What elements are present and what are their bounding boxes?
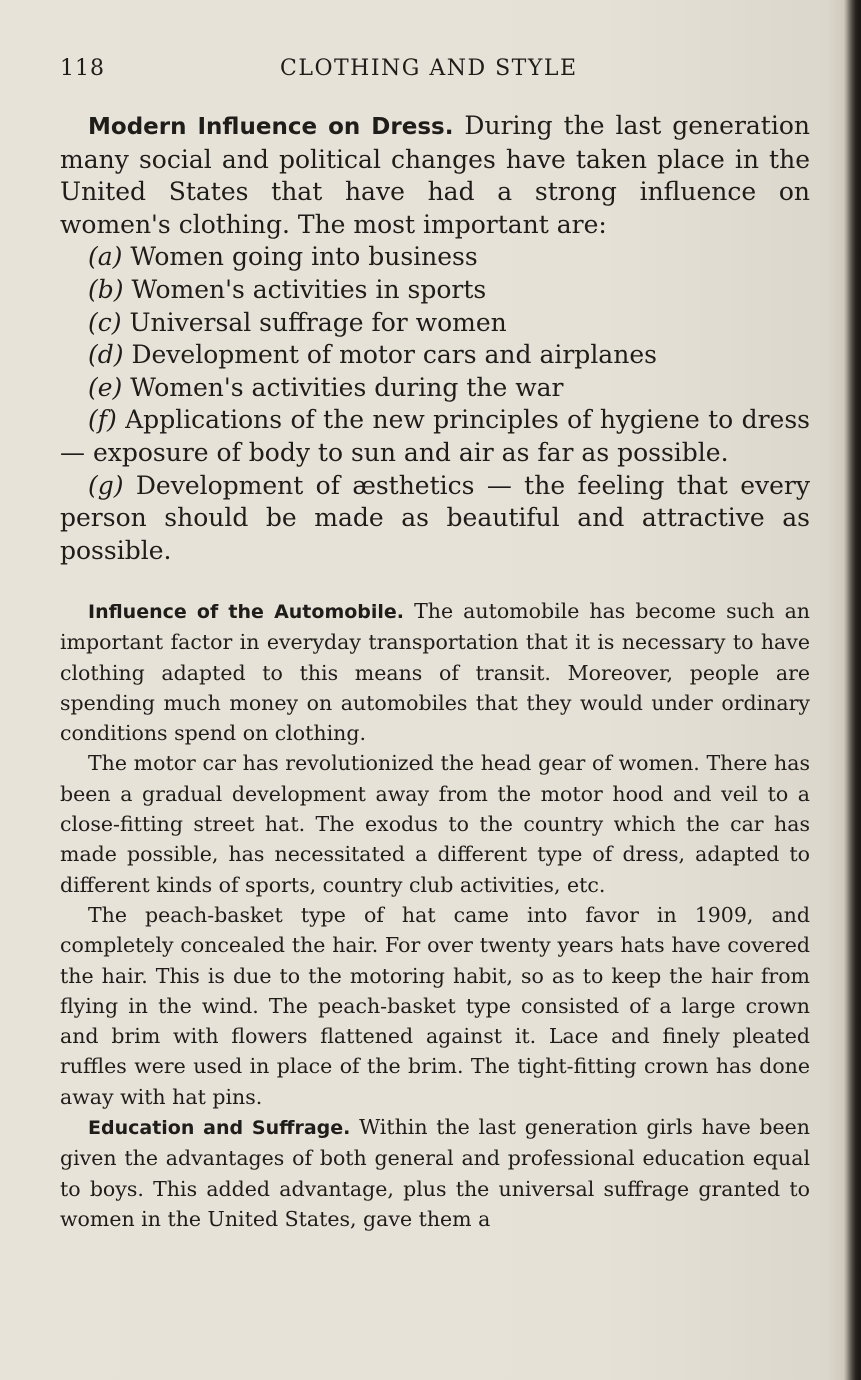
- running-head: CLOTHING AND STYLE: [280, 56, 578, 81]
- list-label: (c): [88, 307, 122, 337]
- list-item: [60, 274, 810, 307]
- list-label: (a): [88, 242, 123, 272]
- list-label: (d): [88, 340, 124, 370]
- section-heading: Education and Suffrage.: [88, 1117, 351, 1140]
- section-automobile: [60, 596, 810, 1234]
- page-number: 118: [60, 56, 105, 81]
- list-item: [60, 372, 810, 405]
- list-text: Women's activities in sports: [123, 274, 487, 304]
- paragraph-text: Within the last generation girls have been given the advantages of both general and professional education equal to boys. This added advantage, plus the universal suffrage granted to women in the United States, gave them a: [60, 1115, 810, 1231]
- list-item: [60, 307, 810, 340]
- section-heading: Influence of the Automobile.: [88, 601, 405, 623]
- list-item: [60, 470, 810, 568]
- paragraph: The peach-basket type of hat came into favor in 1909, and completely concealed the hair. For over twenty years hats have covered the hair. This is due to the motoring habit, so as to keep the hair from flying in the wind. The peach-basket type consisted of a large crown and brim with flowers flattened against it. Lace and finely pleated ruffles were used in place of the brim. The tight-fitting crown has done away with hat pins.: [60, 902, 810, 1109]
- list-label: (e): [88, 372, 123, 402]
- paragraph: [60, 596, 810, 748]
- list-text: Women's activities during the war: [122, 372, 564, 402]
- section-modern-influence: [60, 110, 810, 567]
- page-edge-shadow: [847, 0, 861, 1380]
- list-label: (g): [88, 470, 124, 500]
- list-label: (f): [88, 405, 117, 435]
- list-label: (b): [88, 274, 124, 304]
- list-item: [60, 339, 810, 372]
- paragraph-text: The automobile has become such an important factor in everyday transportation that it is necessary to have clothing adapted to this means of transit. Moreover, people are spending much money on automobiles that they would under ordinary conditions spend on clothing.: [60, 599, 811, 746]
- list-text: Development of æsthetics — the feeling that every person should be made as beautiful and attractive as possible.: [60, 470, 810, 565]
- section-modern-influence-intro: [60, 110, 810, 241]
- paragraph: [60, 1112, 810, 1234]
- page-header: [60, 56, 810, 90]
- list-text: Applications of the new principles of hygiene to dress — exposure of body to sun and air as far as possible.: [60, 405, 810, 467]
- list-text: Women going into business: [122, 242, 478, 272]
- paragraph-text: During the last generation many social and political changes have taken place in the United States that have had a strong influence on women's clothing. The most important are:: [60, 111, 810, 239]
- list-item: [60, 404, 810, 469]
- list-item: [60, 241, 810, 274]
- paragraph: The motor car has revolutionized the head gear of women. There has been a gradual development away from the motor hood and veil to a close-fitting street hat. The exodus to the country which the car has made possible, has necessitated a different type of dress, adapted to different kinds of sports, country club activities, etc.: [60, 751, 810, 897]
- section-heading: Modern Influence on Dress.: [88, 114, 454, 140]
- list-text: Development of motor cars and airplanes: [123, 340, 657, 370]
- list-text: Universal suffrage for women: [121, 307, 507, 337]
